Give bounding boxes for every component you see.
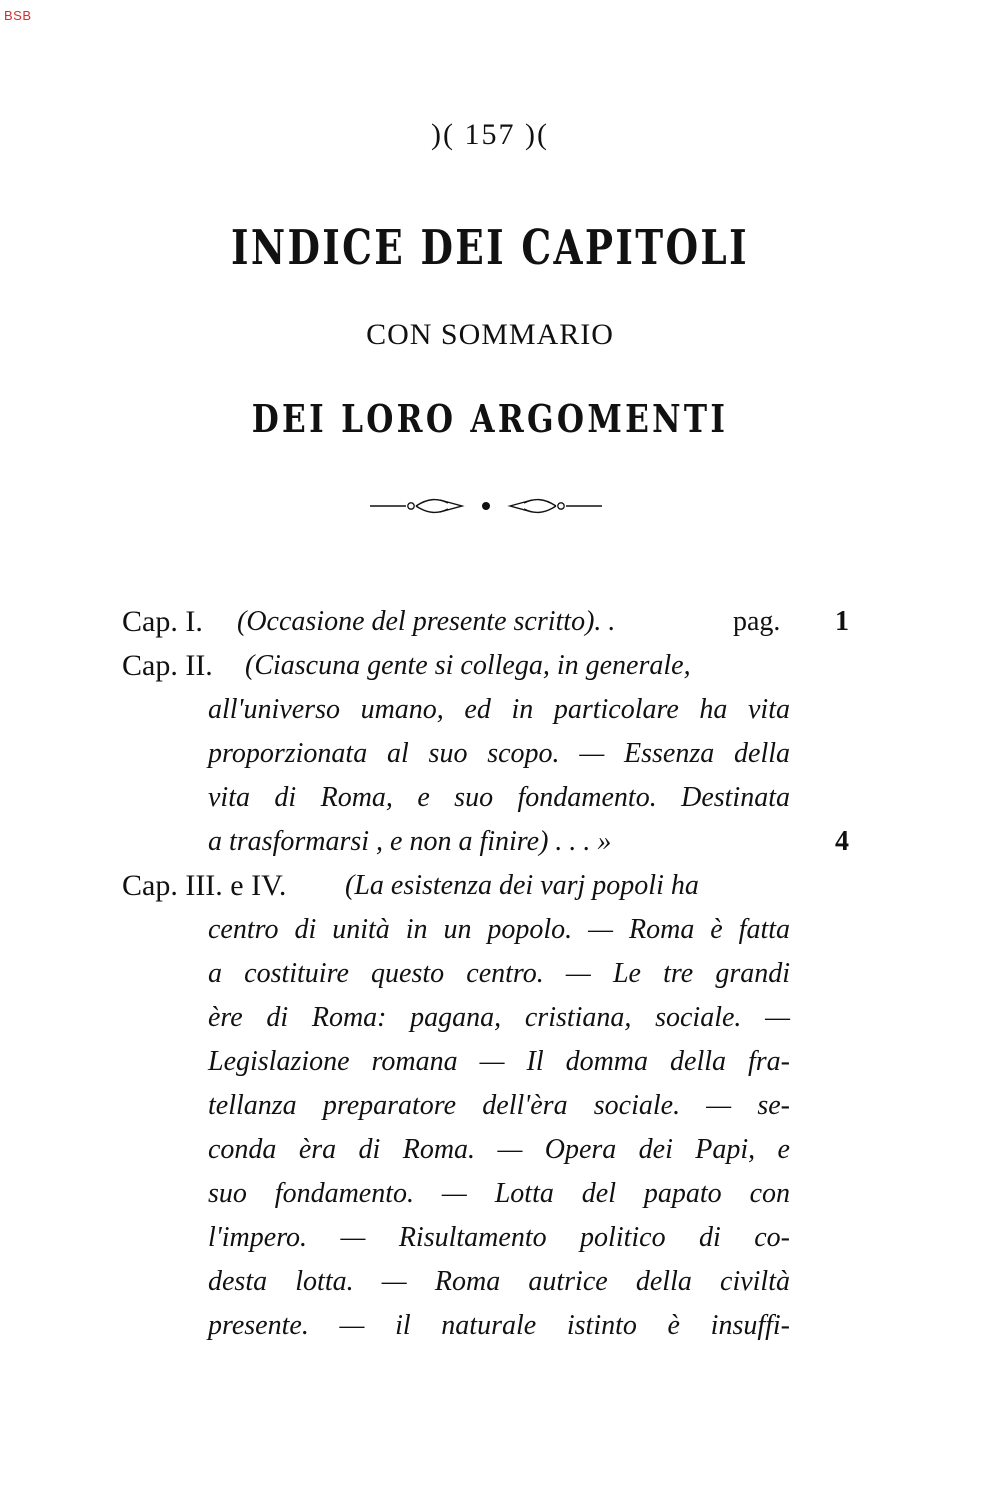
page-title: INDICE DEI CAPITOLI [231,220,749,276]
chapter-label: Cap. II. [122,649,213,682]
page-label: pag. [733,606,781,637]
chapter-summary: a trasformarsi , e non a finire) . . . » [208,826,612,857]
chapter-summary: (Occasione del presente scritto). . [237,606,616,637]
chapter-summary: Legislazione romana — Il domma della fra- [208,1046,790,1077]
chapter-label: Cap. III. e IV. [122,869,287,902]
chapter-summary: tellanza preparatore dell'èra sociale. — se- [208,1090,790,1121]
chapter-summary: presente. — il naturale istinto è insuffi- [208,1310,790,1341]
toc-line [0,1304,1000,1348]
toc-line [0,952,1000,996]
chapter-summary: a costituire questo centro. — Le tre grandi [208,958,790,989]
toc-entry [0,864,1000,1348]
page-reference: 1 [835,606,849,637]
toc-line [0,864,1000,908]
chapter-summary: centro di unità in un popolo. — Roma è fatta [208,914,790,945]
toc-line [0,776,1000,820]
toc-line [0,996,1000,1040]
chapter-summary: all'universo umano, ed in particolare ha vita [208,694,790,725]
decorative-ornament-icon [370,492,602,520]
chapter-summary: l'impero. — Risultamento politico di co- [208,1222,790,1253]
chapter-summary: (La esistenza dei varj popoli ha [345,870,699,901]
toc-line [0,688,1000,732]
chapter-summary: ère di Roma: pagana, cristiana, sociale. — [208,1002,790,1033]
toc-line [0,1128,1000,1172]
library-mark: BSB [4,8,32,23]
chapter-summary: proporzionata al suo scopo. — Essenza della [208,738,790,769]
chapter-summary: (Ciascuna gente si collega, in generale, [245,650,691,681]
subtitle: CON SOMMARIO [366,318,614,351]
subtitle-secondary: DEI LORO ARGOMENTI [251,396,729,441]
toc-entry [0,644,1000,864]
toc-line [0,1172,1000,1216]
toc-entry [0,600,1000,644]
chapter-summary: suo fondamento. — Lotta del papato con [208,1178,790,1209]
chapter-label: Cap. I. [122,605,203,638]
toc-line [0,644,1000,688]
toc-line [0,1040,1000,1084]
chapter-summary: desta lotta. — Roma autrice della civiltà [208,1266,790,1297]
toc-line [0,1260,1000,1304]
toc-line [0,600,1000,644]
toc-line [0,908,1000,952]
page-reference: 4 [835,826,849,857]
toc-line [0,1216,1000,1260]
chapter-summary: vita di Roma, e suo fondamento. Destinata [208,782,790,813]
toc-line [0,1084,1000,1128]
toc-line [0,820,1000,864]
chapter-summary: conda èra di Roma. — Opera dei Papi, e [208,1134,790,1165]
table-of-contents [0,600,1000,1348]
toc-line [0,732,1000,776]
page-number: )( 157 )( [431,118,549,151]
